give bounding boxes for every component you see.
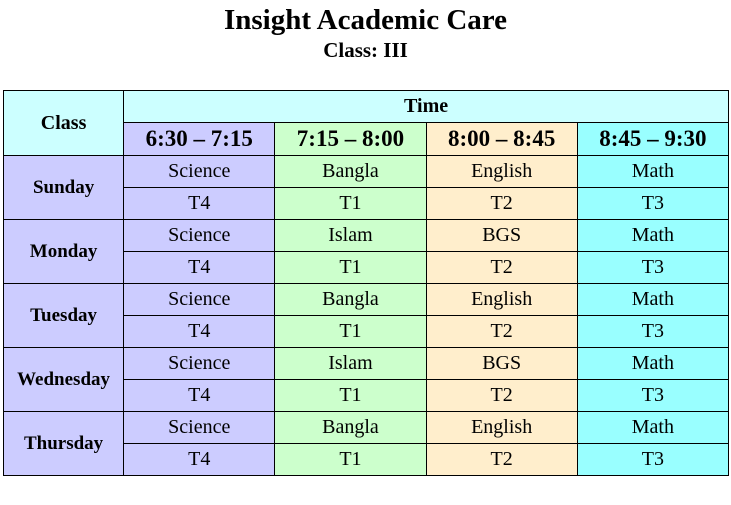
class-subtitle: Class: III xyxy=(323,38,408,62)
teacher-cell: T3 xyxy=(577,252,728,284)
subject-cell: Science xyxy=(124,156,275,188)
teacher-cell: T3 xyxy=(577,316,728,348)
subject-cell: Math xyxy=(577,412,728,444)
day-label: Wednesday xyxy=(4,348,124,412)
document-title: Insight Academic Care xyxy=(223,4,507,36)
subject-cell: Math xyxy=(577,156,728,188)
teacher-cell: T2 xyxy=(426,252,577,284)
class-routine-table xyxy=(3,90,729,476)
subject-cell: Science xyxy=(124,284,275,316)
subject-cell: Islam xyxy=(275,220,426,252)
subject-cell: Science xyxy=(124,220,275,252)
teacher-cell: T3 xyxy=(577,380,728,412)
subject-cell: Math xyxy=(577,220,728,252)
time-slot-header: 7:15 – 8:00 xyxy=(275,123,426,156)
teacher-cell: T1 xyxy=(275,316,426,348)
teacher-cell: T4 xyxy=(124,316,275,348)
teacher-cell: T2 xyxy=(426,188,577,220)
day-label: Sunday xyxy=(4,156,124,220)
table-row xyxy=(4,156,729,188)
class-column-header: Class xyxy=(4,91,124,156)
subject-cell: Bangla xyxy=(275,156,426,188)
teacher-cell: T2 xyxy=(426,380,577,412)
teacher-cell: T1 xyxy=(275,252,426,284)
day-label: Thursday xyxy=(4,412,124,476)
time-slot-header: 8:00 – 8:45 xyxy=(426,123,577,156)
day-label: Tuesday xyxy=(4,284,124,348)
time-slot-header: 8:45 – 9:30 xyxy=(577,123,728,156)
subject-cell: Science xyxy=(124,412,275,444)
subject-cell: BGS xyxy=(426,220,577,252)
subject-cell: English xyxy=(426,284,577,316)
teacher-cell: T4 xyxy=(124,444,275,476)
subject-cell: Science xyxy=(124,348,275,380)
teacher-cell: T1 xyxy=(275,380,426,412)
table-row xyxy=(4,348,729,380)
teacher-cell: T3 xyxy=(577,444,728,476)
teacher-cell: T2 xyxy=(426,444,577,476)
time-slot-header: 6:30 – 7:15 xyxy=(124,123,275,156)
teacher-cell: T4 xyxy=(124,380,275,412)
teacher-cell: T4 xyxy=(124,188,275,220)
subject-cell: English xyxy=(426,156,577,188)
table-row xyxy=(4,220,729,252)
day-label: Monday xyxy=(4,220,124,284)
time-header: Time xyxy=(124,91,729,123)
teacher-cell: T1 xyxy=(275,188,426,220)
subject-cell: English xyxy=(426,412,577,444)
teacher-cell: T3 xyxy=(577,188,728,220)
subject-cell: Math xyxy=(577,284,728,316)
subject-cell: Bangla xyxy=(275,284,426,316)
subject-cell: BGS xyxy=(426,348,577,380)
subject-cell: Bangla xyxy=(275,412,426,444)
table-row xyxy=(4,284,729,316)
teacher-cell: T2 xyxy=(426,316,577,348)
subject-cell: Math xyxy=(577,348,728,380)
subject-cell: Islam xyxy=(275,348,426,380)
teacher-cell: T1 xyxy=(275,444,426,476)
teacher-cell: T4 xyxy=(124,252,275,284)
table-row xyxy=(4,412,729,444)
